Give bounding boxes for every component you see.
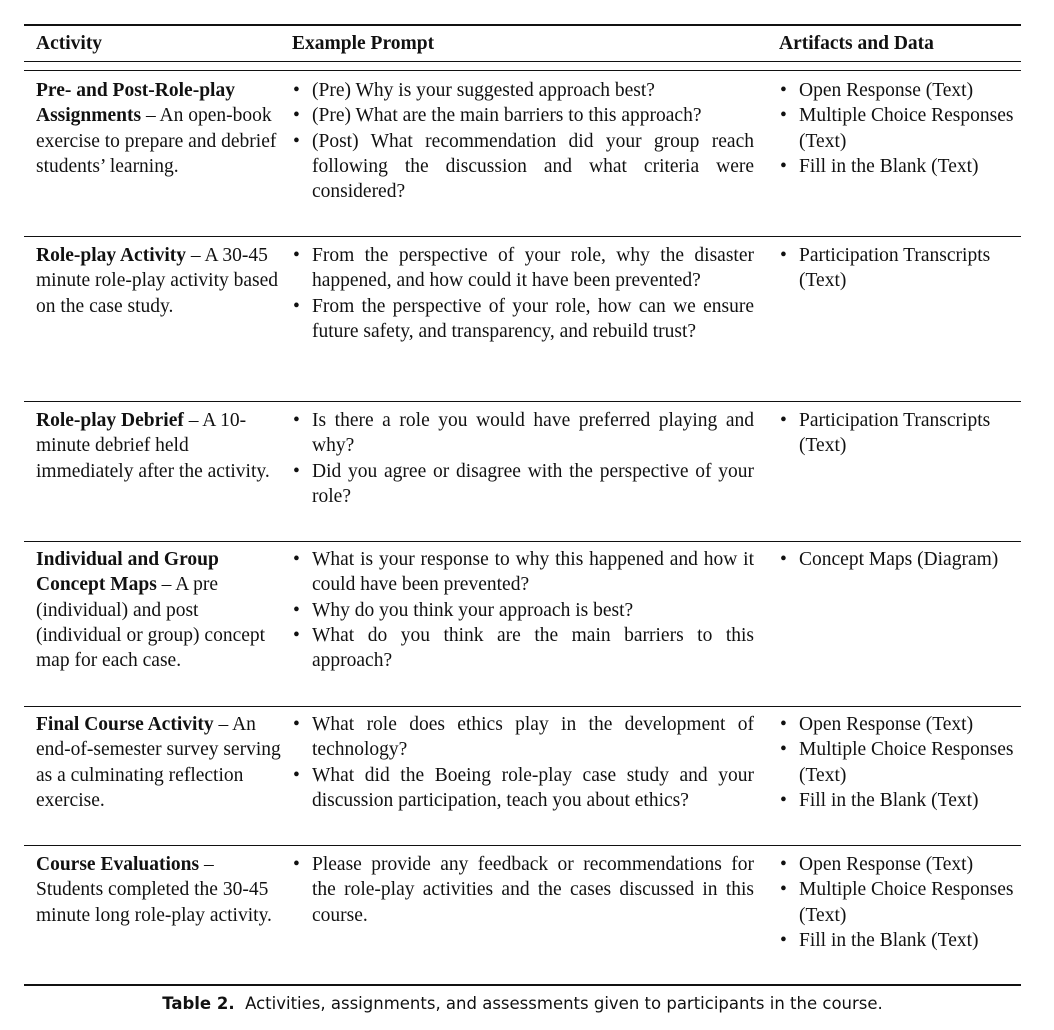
prompt-item bbox=[292, 712, 754, 763]
artifact-item bbox=[779, 788, 1015, 813]
prompt-text: (Pre) What are the main barriers to this approach? bbox=[312, 105, 702, 127]
activity-title: Pre- and Post-Role-play Assignments bbox=[36, 80, 235, 127]
prompt-item bbox=[292, 129, 754, 205]
bullet-icon: • bbox=[780, 549, 787, 570]
artifact-list bbox=[779, 408, 1015, 459]
bullet-icon: • bbox=[293, 130, 300, 152]
top-rule bbox=[24, 24, 1021, 26]
bullet-icon: • bbox=[780, 105, 787, 127]
artifact-text: Concept Maps (Diagram) bbox=[799, 549, 999, 570]
artifact-text: Open Response (Text) bbox=[799, 80, 974, 101]
bullet-icon: • bbox=[293, 854, 300, 875]
artifact-text: Participation Transcripts (Text) bbox=[799, 410, 991, 457]
artifact-item bbox=[779, 408, 1015, 459]
row-separator bbox=[24, 236, 1021, 237]
bullet-icon: • bbox=[780, 245, 787, 266]
artifact-item bbox=[779, 928, 1015, 953]
prompt-item bbox=[292, 852, 754, 928]
artifact-list bbox=[779, 712, 1015, 813]
artifact-text: Fill in the Blank (Text) bbox=[799, 929, 979, 951]
bullet-icon: • bbox=[780, 80, 787, 101]
prompt-list bbox=[292, 408, 754, 509]
activity-cell bbox=[36, 547, 284, 673]
prompt-item bbox=[292, 623, 754, 674]
artifact-item bbox=[779, 78, 1015, 103]
artifact-item bbox=[779, 103, 1015, 154]
artifact-text: Open Response (Text) bbox=[799, 854, 974, 875]
bullet-icon: • bbox=[293, 599, 300, 621]
artifact-text: Participation Transcripts (Text) bbox=[799, 245, 991, 292]
bullet-icon: • bbox=[293, 295, 300, 317]
prompt-item bbox=[292, 243, 754, 294]
bullet-icon: • bbox=[780, 410, 787, 431]
prompt-list bbox=[292, 547, 754, 673]
prompt-text: (Post) What recommendation did your group reach following the discussion and what criteria were considered? bbox=[312, 130, 754, 203]
header-example-prompt: Example Prompt bbox=[292, 33, 435, 54]
artifact-item bbox=[779, 154, 1015, 179]
activity-title: Individual and Group Concept Maps bbox=[36, 549, 219, 596]
prompt-text: What do you think are the main barriers to this approach? bbox=[312, 624, 754, 672]
prompt-text: Is there a role you would have preferred playing and why? bbox=[312, 410, 754, 457]
bullet-icon: • bbox=[293, 624, 300, 646]
bullet-icon: • bbox=[293, 105, 300, 127]
bullet-icon: • bbox=[780, 854, 787, 875]
table-caption bbox=[24, 993, 1021, 1015]
bullet-icon: • bbox=[293, 460, 300, 482]
prompt-list bbox=[292, 78, 754, 204]
activity-cell bbox=[36, 852, 284, 928]
header-artifacts: Artifacts and Data bbox=[779, 33, 934, 54]
artifact-text: Open Response (Text) bbox=[799, 714, 974, 735]
caption-label: Table 2. bbox=[162, 994, 235, 1013]
prompt-item bbox=[292, 103, 754, 128]
prompt-item bbox=[292, 78, 754, 103]
prompt-text: (Pre) Why is your suggested approach best? bbox=[312, 80, 655, 101]
prompt-text: From the perspective of your role, how can we ensure future safety, and transparency, and rebuild trust? bbox=[312, 295, 754, 342]
bullet-icon: • bbox=[293, 245, 300, 266]
prompt-text: What did the Boeing role-play case study and your discussion participation, teach you about ethics? bbox=[312, 764, 754, 811]
artifact-item bbox=[779, 547, 1015, 572]
row-separator bbox=[24, 541, 1021, 542]
artifact-text: Multiple Choice Responses (Text) bbox=[799, 879, 1014, 926]
prompt-list bbox=[292, 852, 754, 928]
bullet-icon: • bbox=[780, 789, 787, 811]
caption-text: Activities, assignments, and assessments given to participants in the course. bbox=[245, 994, 883, 1013]
activity-description: – A 10-minute debrief held immediately after the activity. bbox=[36, 410, 270, 482]
prompt-text: From the perspective of your role, why the disaster happened, and how could it have been prevented? bbox=[312, 245, 754, 292]
activity-cell bbox=[36, 78, 284, 179]
artifact-list bbox=[779, 852, 1015, 953]
activity-description: – A pre (individual) and post (individual or group) concept map for each case. bbox=[36, 574, 266, 672]
artifact-text: Multiple Choice Responses (Text) bbox=[799, 105, 1014, 152]
artifact-list bbox=[779, 243, 1015, 294]
prompt-item bbox=[292, 763, 754, 814]
activity-description: – A 30-45 minute role-play activity based on the case study. bbox=[36, 245, 279, 317]
activity-cell bbox=[36, 408, 284, 484]
activity-title: Role-play Debrief bbox=[36, 410, 184, 431]
row-separator bbox=[24, 706, 1021, 707]
row-separator bbox=[24, 401, 1021, 402]
artifact-list bbox=[779, 78, 1015, 179]
artifact-item bbox=[779, 737, 1015, 788]
artifact-item bbox=[779, 877, 1015, 928]
artifact-text: Fill in the Blank (Text) bbox=[799, 155, 979, 177]
artifact-item bbox=[779, 243, 1015, 294]
prompt-item bbox=[292, 459, 754, 510]
bullet-icon: • bbox=[293, 764, 300, 786]
artifact-item bbox=[779, 852, 1015, 877]
artifact-item bbox=[779, 712, 1015, 737]
bullet-icon: • bbox=[293, 410, 300, 431]
activity-title: Final Course Activity bbox=[36, 714, 214, 735]
activity-description: – An end-of-semester survey serving as a culminating reflection exercise. bbox=[36, 714, 281, 811]
header-rule-lower bbox=[24, 70, 1021, 71]
artifact-text: Fill in the Blank (Text) bbox=[799, 789, 979, 811]
prompt-item bbox=[292, 598, 754, 623]
header-activity: Activity bbox=[36, 33, 103, 54]
activity-description: – An open-book exercise to prepare and debrief students’ learning. bbox=[36, 105, 277, 177]
prompt-text: Did you agree or disagree with the perspective of your role? bbox=[312, 460, 754, 507]
prompt-list bbox=[292, 712, 754, 813]
artifact-text: Multiple Choice Responses (Text) bbox=[799, 739, 1014, 786]
bullet-icon: • bbox=[780, 879, 787, 901]
prompt-text: What role does ethics play in the development of technology? bbox=[312, 714, 754, 761]
prompt-item bbox=[292, 408, 754, 459]
activity-cell bbox=[36, 243, 284, 319]
activity-description: – Students completed the 30-45 minute long role-play activity. bbox=[36, 854, 272, 926]
activity-title: Role-play Activity bbox=[36, 245, 187, 266]
bullet-icon: • bbox=[780, 739, 787, 761]
prompt-list bbox=[292, 243, 754, 344]
bullet-icon: • bbox=[293, 549, 300, 570]
activity-title: Course Evaluations bbox=[36, 854, 200, 875]
prompt-text: Why do you think your approach is best? bbox=[312, 599, 634, 621]
bullet-icon: • bbox=[293, 80, 300, 101]
bullet-icon: • bbox=[293, 714, 300, 735]
header-rule-upper bbox=[24, 61, 1021, 62]
bullet-icon: • bbox=[780, 155, 787, 177]
bottom-rule bbox=[24, 984, 1021, 986]
row-separator bbox=[24, 845, 1021, 846]
prompt-item bbox=[292, 294, 754, 345]
bullet-icon: • bbox=[780, 929, 787, 951]
prompt-text: What is your response to why this happened and how it could have been prevented? bbox=[312, 549, 754, 596]
prompt-text: Please provide any feedback or recommendations for the role-play activities and the cases discussed in this course. bbox=[312, 854, 754, 926]
artifact-list bbox=[779, 547, 1015, 572]
bullet-icon: • bbox=[780, 714, 787, 735]
prompt-item bbox=[292, 547, 754, 598]
activity-cell bbox=[36, 712, 284, 813]
